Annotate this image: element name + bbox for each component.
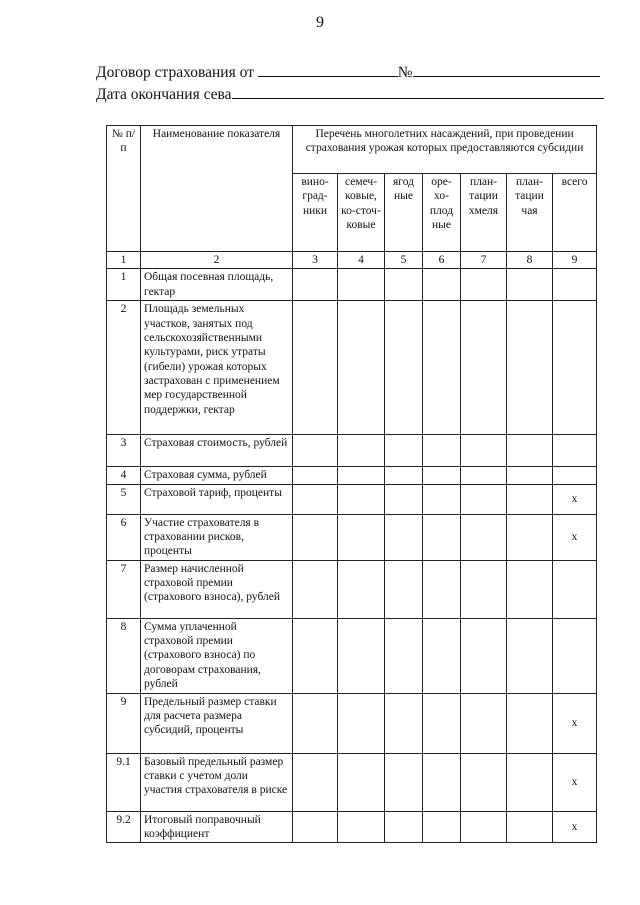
- value-cell[interactable]: [507, 435, 553, 467]
- row-indicator-name: Площадь земельных участков, занятых под сельскохозяйственными культурами, риск утраты (гибели) урожая которых застрахован с применением мер государственной поддержки, гектар: [141, 301, 293, 435]
- value-cell[interactable]: [385, 301, 423, 435]
- value-cell[interactable]: [461, 435, 507, 467]
- value-cell[interactable]: [461, 514, 507, 560]
- value-cell[interactable]: [507, 618, 553, 693]
- row-number: 9.2: [107, 811, 141, 843]
- column-number: 6: [423, 252, 461, 269]
- row-number: 7: [107, 560, 141, 618]
- value-cell[interactable]: [293, 484, 338, 514]
- value-cell[interactable]: [338, 811, 385, 843]
- col-name-header: Наименование показателя: [141, 126, 293, 252]
- column-number: 8: [507, 252, 553, 269]
- total-cell[interactable]: х: [553, 484, 597, 514]
- value-cell[interactable]: [461, 269, 507, 301]
- subcol-tea: план-тации чая: [507, 174, 553, 252]
- value-cell[interactable]: [423, 435, 461, 467]
- row-number: 4: [107, 467, 141, 484]
- row-indicator-name: Страховая сумма, рублей: [141, 467, 293, 484]
- value-cell[interactable]: [461, 484, 507, 514]
- value-cell[interactable]: [293, 811, 338, 843]
- row-number: 5: [107, 484, 141, 514]
- value-cell[interactable]: [423, 753, 461, 811]
- value-cell[interactable]: [385, 435, 423, 467]
- value-cell[interactable]: [385, 560, 423, 618]
- value-cell[interactable]: [338, 560, 385, 618]
- row-number: 6: [107, 514, 141, 560]
- table-row: [107, 811, 597, 843]
- contract-label: Договор страхования от: [96, 64, 254, 81]
- value-cell[interactable]: [338, 269, 385, 301]
- value-cell[interactable]: [293, 693, 338, 753]
- value-cell[interactable]: [507, 467, 553, 484]
- value-cell[interactable]: [461, 560, 507, 618]
- value-cell[interactable]: [385, 467, 423, 484]
- contract-number-field[interactable]: [413, 62, 600, 77]
- row-indicator-name: Участие страхователя в страховании рисков, проценты: [141, 514, 293, 560]
- sowing-end-date-field[interactable]: [232, 84, 604, 99]
- column-number: 1: [107, 252, 141, 269]
- row-indicator-name: Предельный размер ставки для расчета размера субсидий, проценты: [141, 693, 293, 753]
- row-number: 9: [107, 693, 141, 753]
- total-cell[interactable]: [553, 301, 597, 435]
- row-number: 2: [107, 301, 141, 435]
- value-cell[interactable]: [293, 467, 338, 484]
- value-cell[interactable]: [385, 618, 423, 693]
- column-number-row: [107, 252, 597, 269]
- contract-line: [96, 62, 600, 82]
- value-cell[interactable]: [461, 301, 507, 435]
- value-cell[interactable]: [293, 301, 338, 435]
- table-row: [107, 484, 597, 514]
- total-cell[interactable]: х: [553, 811, 597, 843]
- row-indicator-name: Итоговый поправочный коэффициент: [141, 811, 293, 843]
- table-row: [107, 514, 597, 560]
- total-cell[interactable]: х: [553, 753, 597, 811]
- total-cell[interactable]: [553, 618, 597, 693]
- value-cell[interactable]: [293, 435, 338, 467]
- value-cell[interactable]: [507, 753, 553, 811]
- value-cell[interactable]: [461, 693, 507, 753]
- total-cell[interactable]: [553, 467, 597, 484]
- row-number: 9.1: [107, 753, 141, 811]
- value-cell[interactable]: [461, 811, 507, 843]
- table-row: [107, 435, 597, 467]
- value-cell[interactable]: [293, 618, 338, 693]
- value-cell[interactable]: [507, 269, 553, 301]
- value-cell[interactable]: [293, 514, 338, 560]
- value-cell[interactable]: [385, 484, 423, 514]
- total-cell[interactable]: х: [553, 693, 597, 753]
- contract-date-field[interactable]: [258, 62, 398, 77]
- value-cell[interactable]: [385, 811, 423, 843]
- subcol-total: всего: [553, 174, 597, 252]
- value-cell[interactable]: [507, 301, 553, 435]
- table-row: [107, 560, 597, 618]
- value-cell[interactable]: [423, 693, 461, 753]
- column-number: 4: [338, 252, 385, 269]
- table-row: [107, 467, 597, 484]
- col-no-header: № п/п: [107, 126, 141, 252]
- value-cell[interactable]: [338, 753, 385, 811]
- table-row: [107, 753, 597, 811]
- value-cell[interactable]: [338, 301, 385, 435]
- total-cell[interactable]: [553, 269, 597, 301]
- value-cell[interactable]: [507, 514, 553, 560]
- row-indicator-name: Размер начисленной страховой премии (страхового взноса), рублей: [141, 560, 293, 618]
- value-cell[interactable]: [461, 618, 507, 693]
- sowing-end-label: Дата окончания сева: [96, 86, 232, 103]
- value-cell[interactable]: [338, 435, 385, 467]
- table-row: [107, 269, 597, 301]
- total-cell[interactable]: х: [553, 514, 597, 560]
- column-number: 9: [553, 252, 597, 269]
- row-indicator-name: Базовый предельный размер ставки с учетом доли участия страхователя в риске: [141, 753, 293, 811]
- value-cell[interactable]: [293, 269, 338, 301]
- value-cell[interactable]: [507, 560, 553, 618]
- row-number: 1: [107, 269, 141, 301]
- subcol-berries: ягод ные: [385, 174, 423, 252]
- value-cell[interactable]: [423, 467, 461, 484]
- value-cell[interactable]: [423, 269, 461, 301]
- row-indicator-name: Сумма уплаченной страховой премии (страхового взноса) по договорам страхования, рублей: [141, 618, 293, 693]
- value-cell[interactable]: [385, 753, 423, 811]
- table-row: [107, 693, 597, 753]
- column-number: 2: [141, 252, 293, 269]
- value-cell[interactable]: [423, 484, 461, 514]
- page-number: 9: [316, 14, 324, 31]
- value-cell[interactable]: [385, 693, 423, 753]
- value-cell[interactable]: [423, 560, 461, 618]
- value-cell[interactable]: [507, 811, 553, 843]
- value-cell[interactable]: [338, 467, 385, 484]
- value-cell[interactable]: [338, 693, 385, 753]
- row-number: 8: [107, 618, 141, 693]
- total-cell[interactable]: [553, 435, 597, 467]
- value-cell[interactable]: [338, 484, 385, 514]
- value-cell[interactable]: [423, 301, 461, 435]
- value-cell[interactable]: [461, 753, 507, 811]
- row-number: 3: [107, 435, 141, 467]
- subcol-pome-stone: семеч-ковые, ко-сточ-ковые: [338, 174, 385, 252]
- row-indicator-name: Общая посевная площадь, гектар: [141, 269, 293, 301]
- value-cell[interactable]: [385, 269, 423, 301]
- row-indicator-name: Страховой тариф, проценты: [141, 484, 293, 514]
- subcol-nuts: оре-хо-плод ные: [423, 174, 461, 252]
- value-cell[interactable]: [423, 811, 461, 843]
- subcol-hops: план-тации хмеля: [461, 174, 507, 252]
- sowing-line: [96, 84, 604, 104]
- value-cell[interactable]: [385, 514, 423, 560]
- table-row: [107, 301, 597, 435]
- value-cell[interactable]: [338, 618, 385, 693]
- value-cell[interactable]: [423, 618, 461, 693]
- value-cell[interactable]: [293, 753, 338, 811]
- value-cell[interactable]: [507, 484, 553, 514]
- subcol-vineyards: вино-град-ники: [293, 174, 338, 252]
- contract-number-label: №: [397, 64, 413, 81]
- column-number: 5: [385, 252, 423, 269]
- table-row: [107, 618, 597, 693]
- value-cell[interactable]: [507, 693, 553, 753]
- plantations-group-header: Перечень многолетних насаждений, при проведении страхования урожая которых предоставляются субсидии: [293, 126, 597, 174]
- total-cell[interactable]: [553, 560, 597, 618]
- insurance-table: [106, 125, 597, 843]
- column-number: 7: [461, 252, 507, 269]
- column-number: 3: [293, 252, 338, 269]
- value-cell[interactable]: [461, 467, 507, 484]
- value-cell[interactable]: [293, 560, 338, 618]
- row-indicator-name: Страховая стоимость, рублей: [141, 435, 293, 467]
- table-body: [107, 269, 597, 843]
- value-cell[interactable]: [423, 514, 461, 560]
- value-cell[interactable]: [338, 514, 385, 560]
